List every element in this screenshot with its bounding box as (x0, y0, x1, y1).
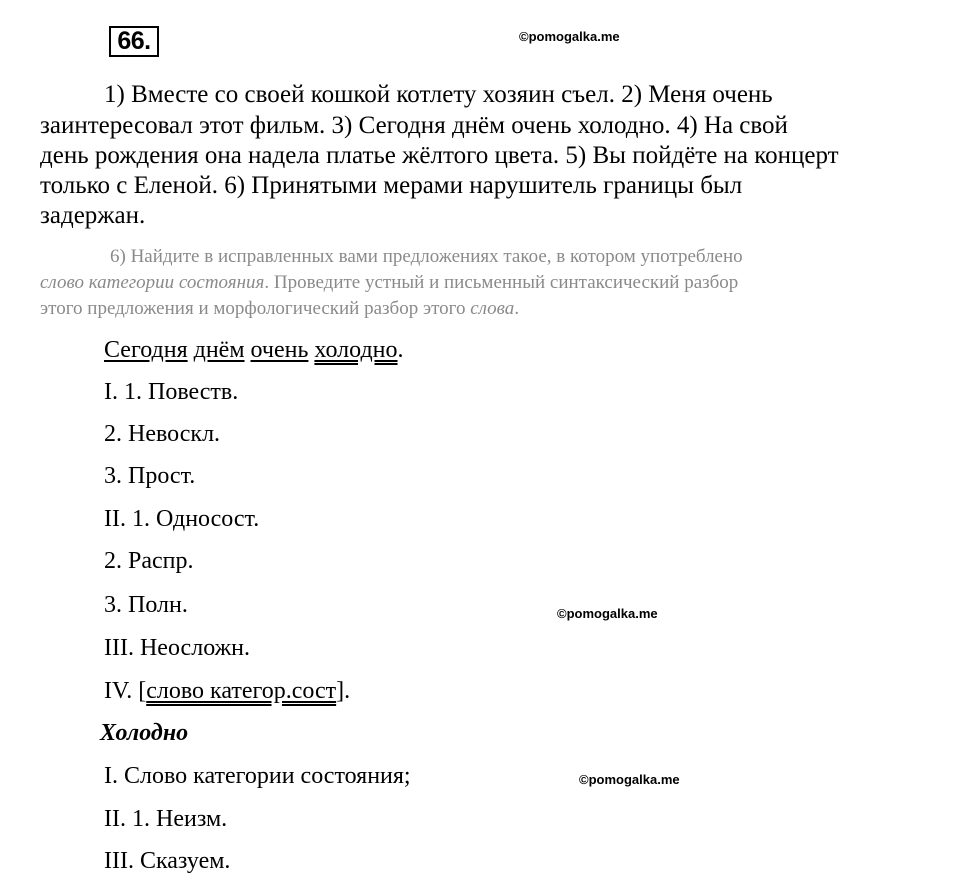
morph-item-1: I. Слово категории состояния; (104, 763, 411, 789)
morph-word-heading: Холодно (100, 720, 189, 746)
watermark-middle: ©pomogalka.me (557, 606, 658, 621)
sentences-line-5: задержан. (40, 202, 146, 229)
sentences-line-4: только с Еленой. 6) Принятыми мерами нарушитель границы был (40, 172, 743, 199)
sentences-line-1: 1) Вместе со своей кошкой котлету хозяин съел. 2) Меня очень (104, 81, 773, 108)
syntax-item-4: II. 1. Односост. (104, 506, 260, 532)
task-line-3 (40, 296, 519, 322)
adverbial-1: Сегодня (104, 337, 188, 363)
watermark-bottom: ©pomogalka.me (579, 772, 680, 787)
morph-item-3: III. Сказуем. (104, 848, 231, 874)
syntax-item-6: 3. Полн. (104, 592, 188, 618)
predicate-word: холодно (314, 337, 398, 363)
syntax-item-3: 3. Прост. (104, 463, 196, 489)
task-line-2-text: . Проведите устный и письменный синтаксический разбор (264, 272, 739, 293)
syntax-item-1: I. 1. Повеств. (104, 379, 239, 405)
task-term: слово категории состояния (40, 272, 265, 293)
sentences-line-3: день рождения она надела платье жёлтого цвета. 5) Вы пойдёте на концерт (40, 142, 839, 169)
adverbial-3: очень (250, 337, 309, 363)
adverbial-2: днём (193, 337, 245, 363)
syntax-item-5: 2. Распр. (104, 548, 194, 574)
task-word: слова (470, 298, 515, 319)
scheme-suffix: ]. (336, 678, 351, 704)
scheme-prefix: IV. [ (104, 678, 147, 704)
syntax-item-7: III. Неосложн. (104, 635, 251, 661)
watermark-top: ©pomogalka.me (519, 29, 620, 44)
sentence-period: . (397, 337, 404, 363)
task-line-3-end: . (514, 298, 520, 319)
task-line-2 (40, 270, 738, 296)
scheme-predicate: слово категор.сост (146, 678, 337, 704)
morph-item-2: II. 1. Неизм. (104, 806, 228, 832)
sentences-line-2: заинтересовал этот фильм. 3) Сегодня днём очень холодно. 4) На свой (40, 112, 788, 139)
analysis-sentence (104, 336, 404, 364)
task-line-3-text: этого предложения и морфологический разбор этого (40, 298, 471, 319)
task-line-1: 6) Найдите в исправленных вами предложениях такое, в котором употреблено (110, 246, 743, 267)
sentence-scheme (104, 677, 350, 705)
syntax-item-2: 2. Невоскл. (104, 421, 221, 447)
exercise-number: 66. (109, 26, 159, 57)
